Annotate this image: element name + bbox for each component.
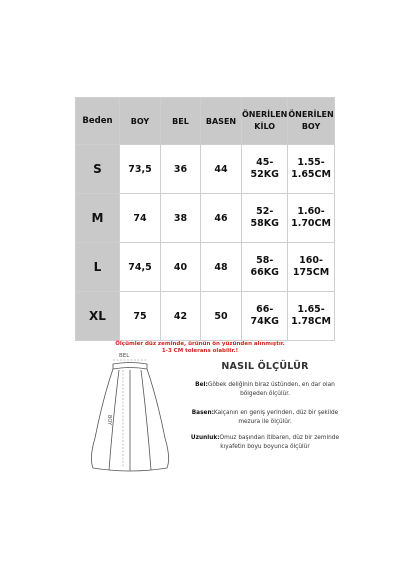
table-row xyxy=(76,145,335,194)
boy-cell: 75 xyxy=(120,292,161,341)
skirt-diagram xyxy=(75,358,185,478)
rboy-line1: 1.65- xyxy=(297,304,325,315)
header-bel: BEL xyxy=(161,98,201,145)
skirt-fold-right xyxy=(141,370,151,470)
basen-term: Basen: xyxy=(191,410,214,416)
header-boy: BOY xyxy=(120,98,161,145)
header-kilo-line2: KİLO xyxy=(254,122,276,131)
basen-cell: 46 xyxy=(201,194,242,243)
header-basen: BASEN xyxy=(201,98,242,145)
rboy-line2: 1.70CM xyxy=(291,218,331,229)
table-row xyxy=(76,292,335,341)
bel-description xyxy=(190,381,340,399)
rboy-line2: 1.65CM xyxy=(291,169,331,180)
rboy-cell xyxy=(288,243,334,292)
note-line1: Ölçümler düz zeminde, ürünün ön yüzünden alınmıştır. xyxy=(115,341,285,347)
rboy-line2: 1.78CM xyxy=(291,316,331,327)
header-beden: Beden xyxy=(76,98,120,145)
bel-label: BEL xyxy=(119,353,130,359)
kilo-line2: 58KG xyxy=(250,218,279,229)
kilo-line2: 52KG xyxy=(250,169,279,180)
kilo-line1: 58- xyxy=(256,255,274,266)
table-row xyxy=(76,243,335,292)
measurement-note xyxy=(100,341,300,355)
uzunluk-term: Uzunluk: xyxy=(190,435,220,441)
boy-label: BOY xyxy=(106,415,112,426)
rboy-cell xyxy=(288,194,334,243)
size-chart-table xyxy=(75,97,335,341)
boy-cell: 74 xyxy=(120,194,161,243)
table-header-row xyxy=(76,98,335,145)
basen-cell: 48 xyxy=(201,243,242,292)
header-rboy-line1: ÖNERİLEN xyxy=(288,110,334,119)
header-onerilen-kilo xyxy=(242,98,288,145)
bel-cell: 38 xyxy=(161,194,201,243)
rboy-cell xyxy=(288,292,334,341)
how-to-measure-title: NASIL ÖLÇÜLÜR xyxy=(221,361,309,372)
bel-cell: 40 xyxy=(161,243,201,292)
kilo-line1: 66- xyxy=(256,304,274,315)
basen-description xyxy=(190,409,340,427)
kilo-cell xyxy=(242,194,288,243)
kilo-cell xyxy=(242,292,288,341)
boy-cell: 73,5 xyxy=(120,145,161,194)
uzunluk-description xyxy=(190,434,340,452)
basen-text: Kalçanın en geniş yerinden, düz bir şekilde mezura ile ölçülür. xyxy=(213,410,339,425)
header-rboy-line2: BOY xyxy=(301,122,321,131)
rboy-line1: 160- xyxy=(299,255,323,266)
rboy-line2: 175CM xyxy=(292,267,330,278)
size-cell: M xyxy=(76,194,120,243)
rboy-cell xyxy=(288,145,334,194)
table-row xyxy=(76,194,335,243)
bel-cell: 42 xyxy=(161,292,201,341)
kilo-line1: 45- xyxy=(256,157,274,168)
kilo-line1: 52- xyxy=(256,206,274,217)
rboy-line1: 1.55- xyxy=(297,157,325,168)
size-cell: XL xyxy=(76,292,120,341)
basen-cell: 44 xyxy=(201,145,242,194)
kilo-cell xyxy=(242,243,288,292)
size-cell: S xyxy=(76,145,120,194)
size-cell: L xyxy=(76,243,120,292)
bel-cell: 36 xyxy=(161,145,201,194)
boy-cell: 74,5 xyxy=(120,243,161,292)
uzunluk-text: Omuz başından itibaren, düz bir zeminde kıyafetin boyu boyunca ölçülür xyxy=(219,435,340,450)
kilo-line2: 74KG xyxy=(250,316,279,327)
basen-cell: 50 xyxy=(201,292,242,341)
rboy-line1: 1.60- xyxy=(297,206,325,217)
header-kilo-line1: ÖNERİLEN xyxy=(242,110,288,119)
kilo-cell xyxy=(242,145,288,194)
kilo-line2: 66KG xyxy=(250,267,279,278)
skirt-waistband xyxy=(113,363,147,370)
bel-text: Göbek deliğinin biraz üstünden, en dar olan bölgeden ölçülür. xyxy=(207,382,335,397)
bel-term: Bel: xyxy=(195,382,208,388)
note-line2: 1-3 CM tolerans olabilir.! xyxy=(161,348,239,354)
header-onerilen-boy xyxy=(288,98,334,145)
